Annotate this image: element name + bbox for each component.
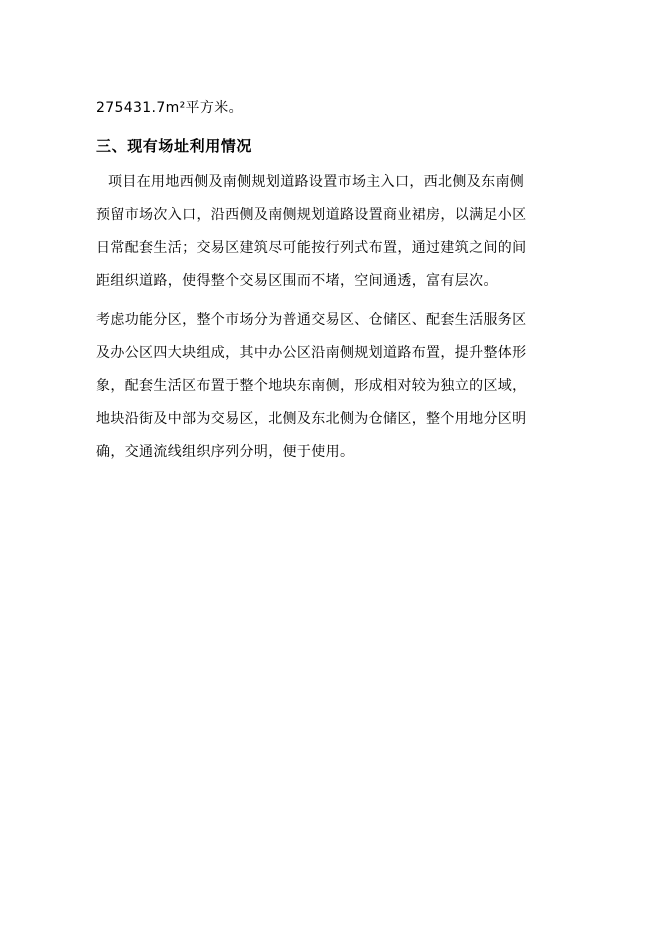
paragraph-1-line-4: 距组织道路，使得整个交易区围而不堵，空间通透，富有层次。 — [96, 273, 498, 289]
paragraph-1-line-1: 项目在用地西侧及南侧规划道路设置市场主入口，西北侧及东南侧 — [108, 174, 525, 190]
paragraph-2-line-3: 象，配套生活区布置于整个地块东南侧，形成相对较为独立的区域， — [96, 378, 527, 394]
paragraph-2-line-5: 确，交通流线组织序列分明，便于使用。 — [96, 444, 355, 460]
area-text: 275431.7m²平方米。 — [96, 100, 243, 116]
paragraph-2-line-2: 及办公区四大块组成，其中办公区沿南侧规划道路布置，提升整体形 — [96, 345, 527, 361]
paragraph-2-line-4: 地块沿街及中部为交易区，北侧及东北侧为仓储区，整个用地分区明 — [96, 411, 527, 427]
section-heading: 三、现有场址利用情况 — [96, 137, 253, 155]
paragraph-2-line-1: 考虑功能分区，整个市场分为普通交易区、仓储区、配套生活服务区 — [96, 312, 527, 328]
document-body — [96, 98, 566, 460]
paragraph-1-line-3: 日常配套生活；交易区建筑尽可能按行列式布置，通过建筑之间的间 — [96, 240, 527, 256]
paragraph-1-line-2: 预留市场次入口，沿西侧及南侧规划道路设置商业裙房，以满足小区 — [96, 207, 527, 223]
